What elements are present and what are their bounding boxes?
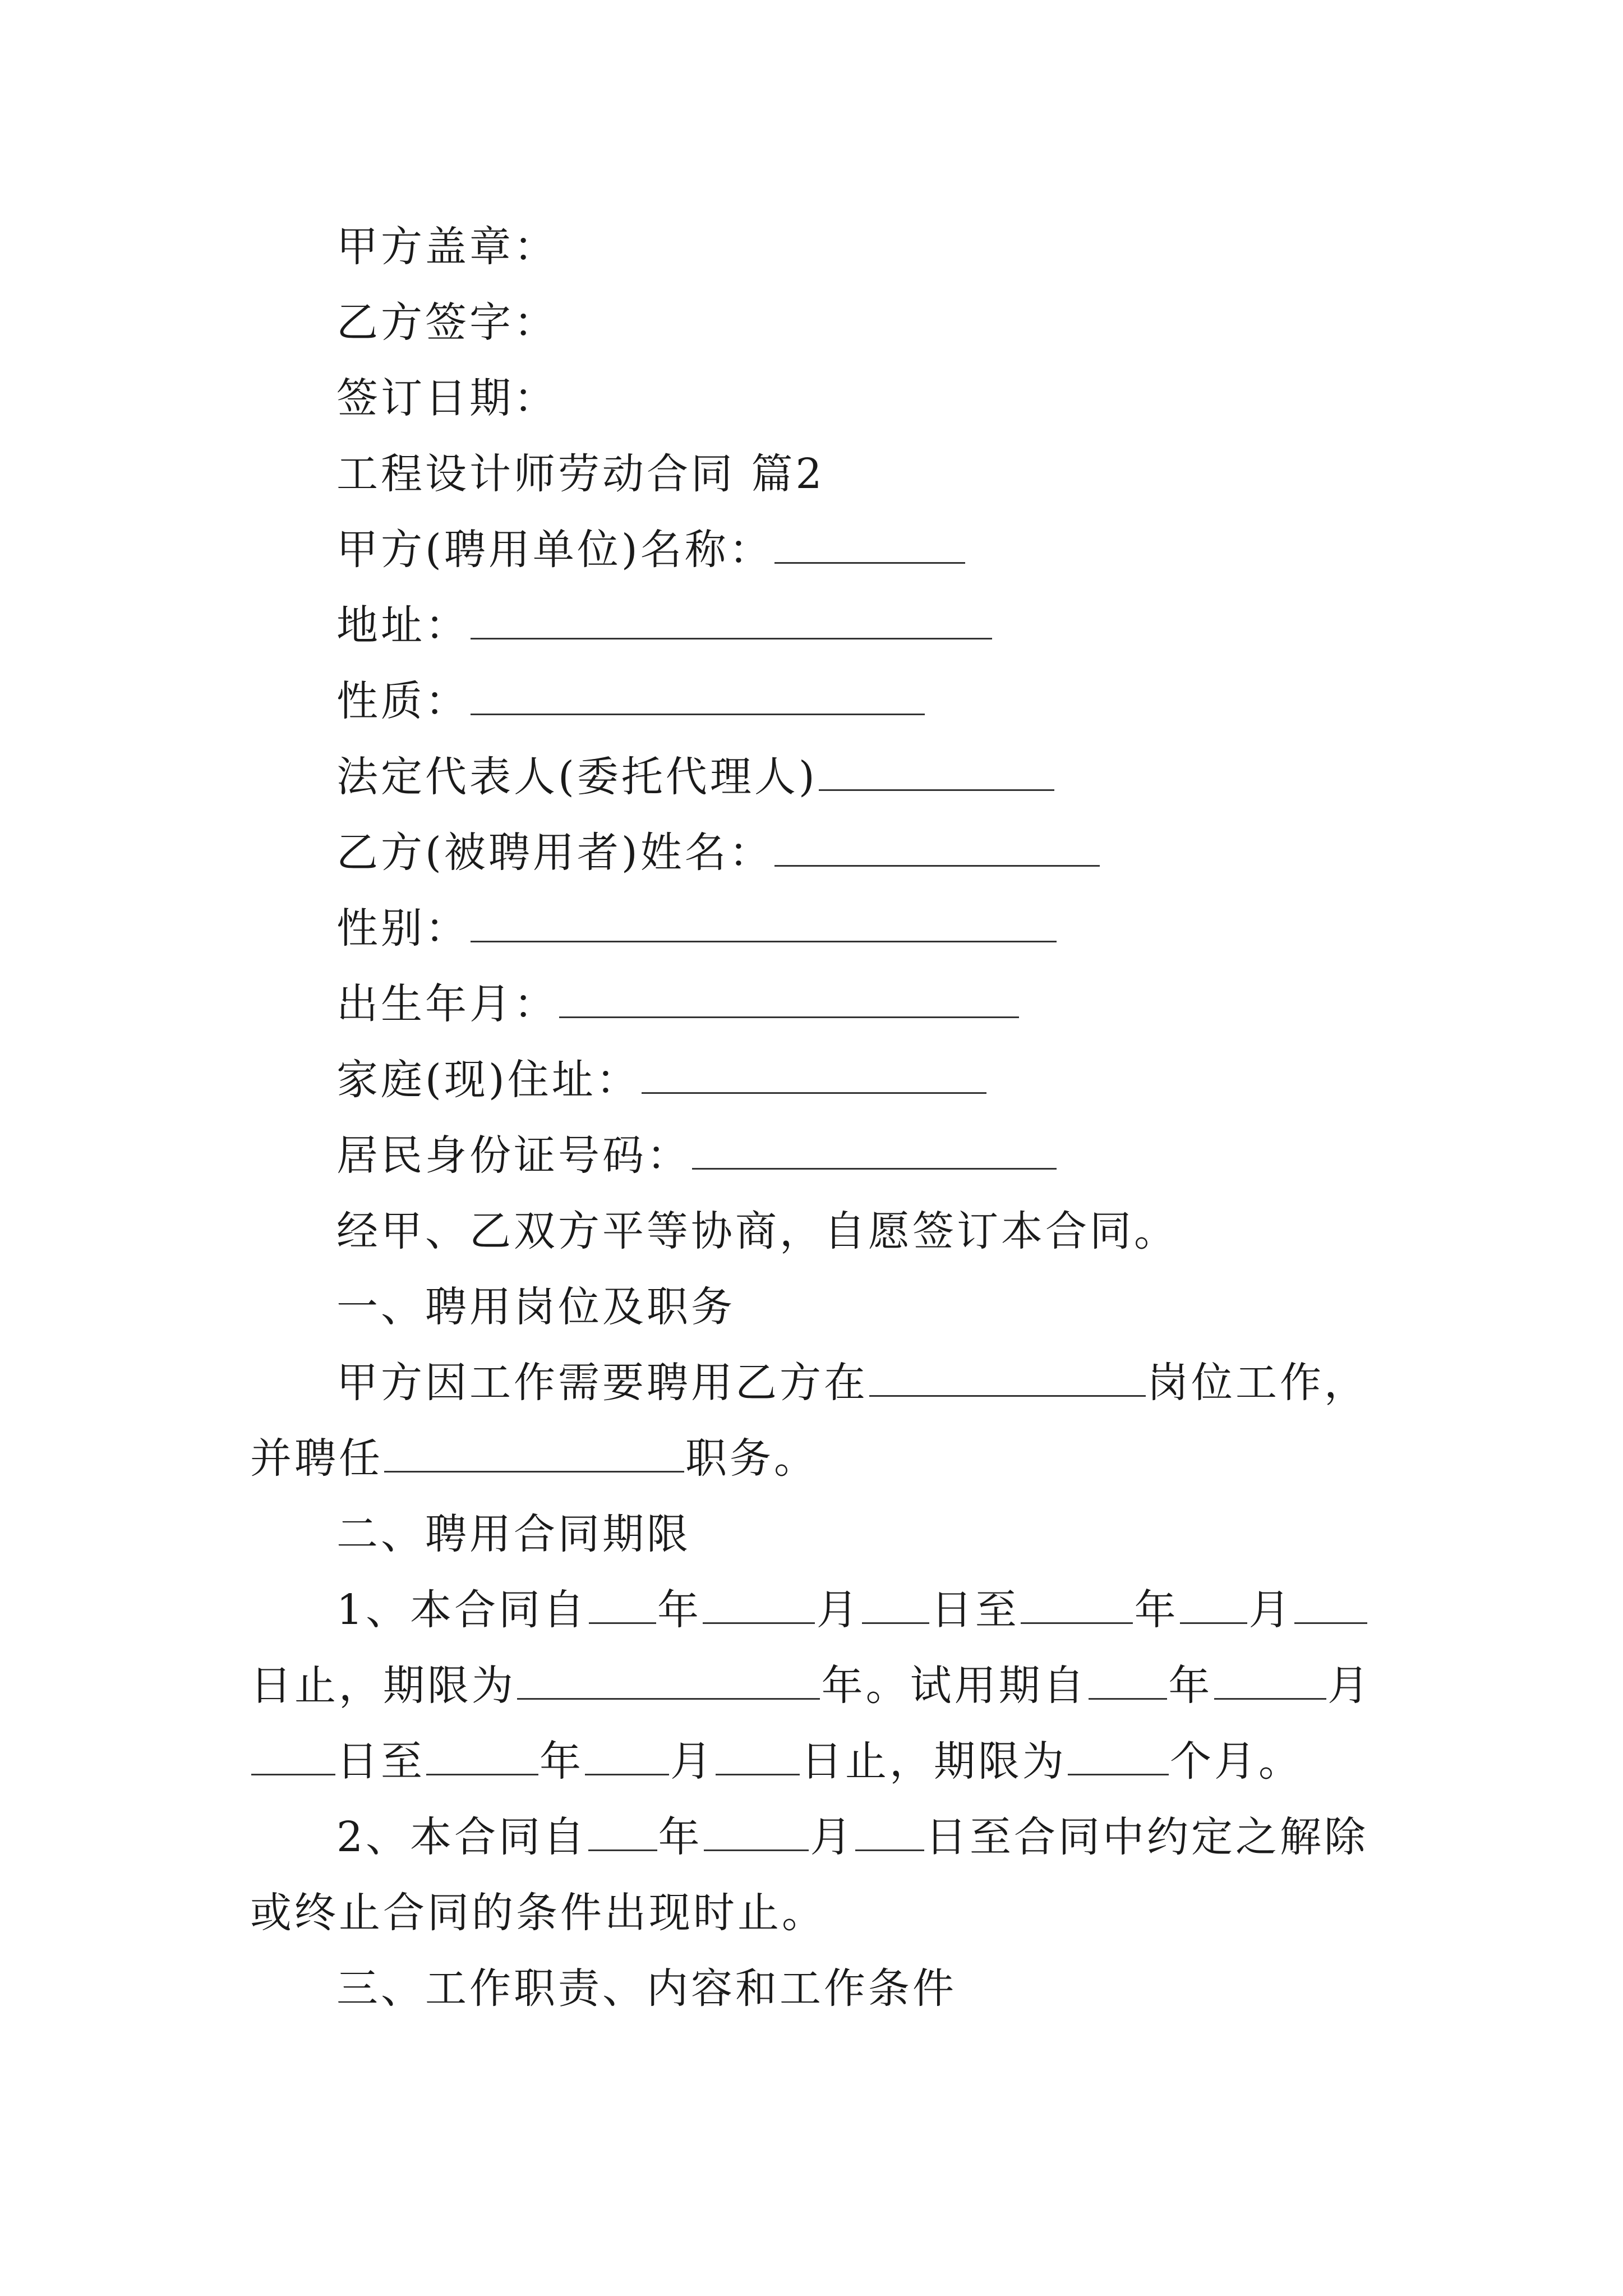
heading-duties: 三、工作职责、内容和工作条件 — [336, 1964, 957, 2013]
fill-blank — [703, 1589, 815, 1624]
fill-blank — [559, 983, 1019, 1018]
fill-blank — [471, 680, 925, 715]
field-birth: 出生年月： — [336, 976, 1481, 1032]
para-term-2-line2: 或终止合同的条件出现时止。 — [250, 1889, 826, 1937]
field-address: 地址： — [336, 597, 1481, 654]
fill-blank — [588, 1816, 657, 1851]
fill-blank — [869, 1361, 1146, 1397]
heading-term: 二、聘用合同期限 — [336, 1510, 691, 1558]
para-term-1-line2: 日止，期限为 年。试用期自 年 月 — [250, 1662, 1372, 1710]
heading-position: 一、聘用岗位及职务 — [336, 1283, 735, 1331]
field-nature: 性质： — [336, 673, 1481, 729]
sign-party-a: 甲方盖章： — [336, 223, 558, 271]
field-id-number: 居民身份证号码： — [336, 1128, 1481, 1184]
para-position-line2: 并聘任 职务。 — [250, 1434, 818, 1483]
fill-blank — [384, 1437, 684, 1473]
fill-blank — [819, 756, 1054, 791]
fill-blank — [426, 1740, 538, 1775]
fill-blank — [774, 831, 1100, 867]
fill-blank — [855, 1816, 924, 1851]
fill-blank — [692, 1134, 1057, 1170]
fill-blank — [1294, 1589, 1367, 1624]
field-home-address: 家庭(现)住址： — [336, 1052, 1481, 1108]
fill-blank — [471, 604, 992, 639]
intro-paragraph: 经甲、乙双方平等协商，自愿签订本合同。 — [336, 1207, 1178, 1255]
fill-blank — [1021, 1589, 1133, 1624]
para-term-1-line1: 1、本合同自 年 月 日至 年 月 — [336, 1582, 1368, 1638]
fill-blank — [585, 1740, 669, 1775]
fill-blank — [471, 907, 1057, 942]
fill-blank — [862, 1589, 929, 1624]
fill-blank — [1089, 1664, 1167, 1700]
sign-date: 签订日期： — [336, 374, 558, 422]
para-term-1-line3: 日至 年 月 日止，期限为 个月。 — [250, 1733, 1394, 1789]
fill-blank — [1068, 1740, 1169, 1775]
fill-blank — [774, 528, 965, 564]
para-position-line1: 甲方因工作需要聘用乙方在 岗位工作， — [336, 1359, 1368, 1407]
fill-blank — [1180, 1589, 1247, 1624]
field-employee-name: 乙方(被聘用者)姓名： — [336, 825, 1481, 881]
fill-blank — [589, 1589, 656, 1624]
sign-party-b: 乙方签字： — [336, 298, 558, 347]
fill-blank — [704, 1816, 809, 1851]
fill-blank — [716, 1740, 800, 1775]
field-employer-name: 甲方(聘用单位)名称： — [336, 522, 1481, 578]
fill-blank — [642, 1059, 986, 1094]
fill-blank — [517, 1664, 820, 1700]
section-title: 工程设计师劳动合同 篇2 — [336, 450, 825, 498]
field-legal-rep: 法定代表人(委托代理人) — [336, 749, 1481, 805]
fill-blank — [251, 1740, 335, 1775]
fill-blank — [1214, 1664, 1326, 1700]
field-gender: 性别： — [336, 900, 1481, 956]
para-term-2-line1: 2、本合同自 年 月 日至合同中约定之解除 — [336, 1813, 1368, 1861]
